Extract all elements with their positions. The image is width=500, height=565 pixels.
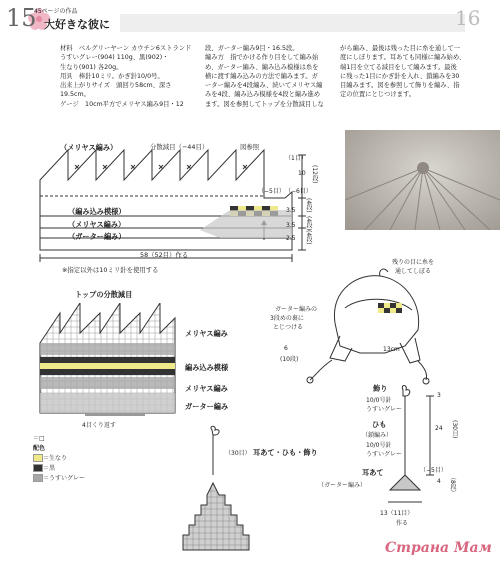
method-line12: 定の位置にとじつけます。 — [340, 91, 416, 99]
rows-4b: (4段) — [305, 216, 312, 231]
chart-garter-label: ガーター編み — [185, 402, 229, 411]
tie-note-2: 通してしぼる — [395, 268, 432, 275]
garter-label: （ガーター編み） — [68, 232, 126, 241]
text-column-1 — [60, 44, 195, 109]
right-n4: 4 — [437, 478, 441, 485]
chart-amikomi-label: 編み込み模様 — [185, 363, 229, 372]
right-n24: 24 — [435, 425, 443, 432]
earflap-label: 耳あて・ひも・飾り — [253, 448, 318, 457]
materials-line1: 材料 ベルグリーヤーン カウチン6ストランド うすいグレー(904) 110g、黒(902)・ — [60, 45, 192, 62]
earflap-note-3: とじつける — [273, 324, 304, 331]
mimiate-label: 耳あて — [362, 468, 384, 477]
ten-rows-label: (10段) — [280, 356, 299, 363]
method-line8: 度にしぼります。耳あても同様に編み始め、 — [340, 54, 466, 62]
tie-note-1: 残りの目に糸を — [392, 259, 435, 266]
method-line3: 横に渡す編み込みの方法で編みます。ガ — [205, 72, 318, 80]
text-column-3 — [340, 44, 465, 100]
right-width: 13（11目） — [380, 510, 414, 517]
gauge-line2: 段、ガーター編み9目・16.5段。 — [205, 45, 299, 52]
method-line1: 編み方 指でかける作り目をして編み始 — [205, 54, 319, 62]
legend-black-swatch — [33, 464, 43, 472]
right-n3: 3 — [437, 392, 441, 399]
header-bar — [120, 14, 465, 32]
hat-illustration — [300, 268, 440, 388]
right-minus5: （−5目） — [420, 467, 447, 474]
right-garter-label: （ガーター編み） — [318, 482, 367, 489]
gauge-line: ゲージ 10cm平方でメリヤス編み9目・12 — [60, 100, 184, 108]
chart-meriyasu2-label: メリヤス編み — [185, 384, 228, 393]
right-page-number: 16 — [455, 6, 481, 30]
page-number: 15 — [6, 4, 37, 32]
legend-gray: ＝うすいグレー — [43, 475, 86, 482]
minus6-label: （−6目） — [285, 188, 312, 195]
needle-note: ※指定以外は10ミリ針を使用する — [62, 266, 159, 274]
rows-4a: (4段) — [305, 198, 312, 213]
minus5-label: （−5目） — [258, 188, 285, 195]
legend-gray-swatch — [33, 474, 43, 482]
method-line9: 端1目を立てる減目をして編みます。最後 — [340, 63, 457, 71]
legend-cream: ＝生なり — [43, 455, 68, 462]
earflap-thirty: （30目） — [225, 450, 251, 457]
chart-meriyasu-label: メリヤス編み — [185, 329, 228, 338]
decrease-label: 分散減目（−44目） — [150, 143, 209, 151]
himo-label: ひも — [372, 420, 387, 429]
rows-top-value: 10 — [298, 170, 306, 177]
method-line11: 目編みます。図を参照して飾りを編み、指 — [340, 82, 460, 90]
page-title: 大好きな彼に — [44, 18, 110, 31]
tools-line: 用具 棒針10ミリ。かぎ針10/0号。 — [60, 72, 164, 80]
height-25: 2.5 — [286, 235, 296, 242]
earflap-note-2: 3段めの裏に — [270, 315, 304, 322]
kazari-color: うすいグレー — [366, 406, 403, 413]
legend-black: ＝黒 — [43, 465, 56, 472]
right-make: 作る — [396, 520, 409, 527]
himo-type: （鎖編み） — [362, 432, 393, 439]
top-chart-grid — [35, 303, 185, 418]
size-line1: 出来上がりサイズ 頭回り58cm、深さ — [60, 82, 172, 90]
rows-top-unit: (12段) — [311, 165, 318, 184]
legend — [33, 433, 113, 488]
height-35b: 3.5 — [286, 222, 296, 229]
right-n8: （8段） — [449, 474, 456, 496]
one-stitch-label: （1目） — [285, 155, 307, 162]
method-line2: め、ガーター編み、編み込み模様は糸を — [205, 63, 319, 71]
method-line6: ます。図を参照してトップを分散減目しな — [205, 100, 324, 108]
himo-color: うすいグレー — [366, 451, 403, 458]
materials-line2: 生なり(901) 各20g。 — [60, 63, 123, 71]
method-line10: に残った1目にかぎ針を入れ、鎖編みを30 — [340, 72, 460, 80]
kazari-hook: 10/0号針 — [366, 397, 392, 404]
top-chart-title: トップの分散減目 — [75, 290, 133, 299]
method-line5: みを4段、編み込み模様を4段と編み進め — [205, 91, 321, 99]
method-line4: ーター編みを4段編み、続いてメリヤス編 — [205, 82, 323, 90]
right-n30: (30目) — [451, 420, 458, 439]
meriyasu2-label: （メリヤス編み） — [68, 220, 126, 229]
page-header — [0, 0, 500, 40]
legend-blank: ＝□ — [33, 435, 45, 442]
rows-4c: (4段) — [305, 230, 312, 245]
hat-photo — [345, 130, 500, 230]
text-column-2 — [205, 44, 324, 109]
earflap-note-1: ガーター編みの — [275, 306, 318, 313]
see-diagram-label: 図参照 — [240, 143, 260, 151]
works-label: 45ページの作品 — [34, 8, 78, 15]
width-label: 58（52目）作る — [140, 251, 189, 259]
method-line7: がら編み、最後は残った目に糸を通して一 — [340, 45, 461, 52]
kazari-label: 飾り — [373, 384, 388, 393]
repeat-label: 4目くり返す — [82, 422, 116, 429]
legend-cream-swatch — [33, 454, 43, 462]
watermark: Страна Мам — [385, 540, 492, 556]
meriyasu-label: （メリヤス編み） — [60, 143, 118, 152]
six-label: 6 — [284, 345, 288, 352]
amikomi-label: （編み込み模様） — [68, 207, 126, 216]
himo-hook: 10/0号針 — [366, 442, 392, 449]
cm13-label: 13cm — [383, 346, 400, 353]
legend-title: 配色 — [33, 445, 46, 452]
earflap-diagram — [175, 425, 275, 555]
size-line2: 19.5cm。 — [60, 91, 90, 99]
height-35a: 3.5 — [286, 207, 296, 214]
